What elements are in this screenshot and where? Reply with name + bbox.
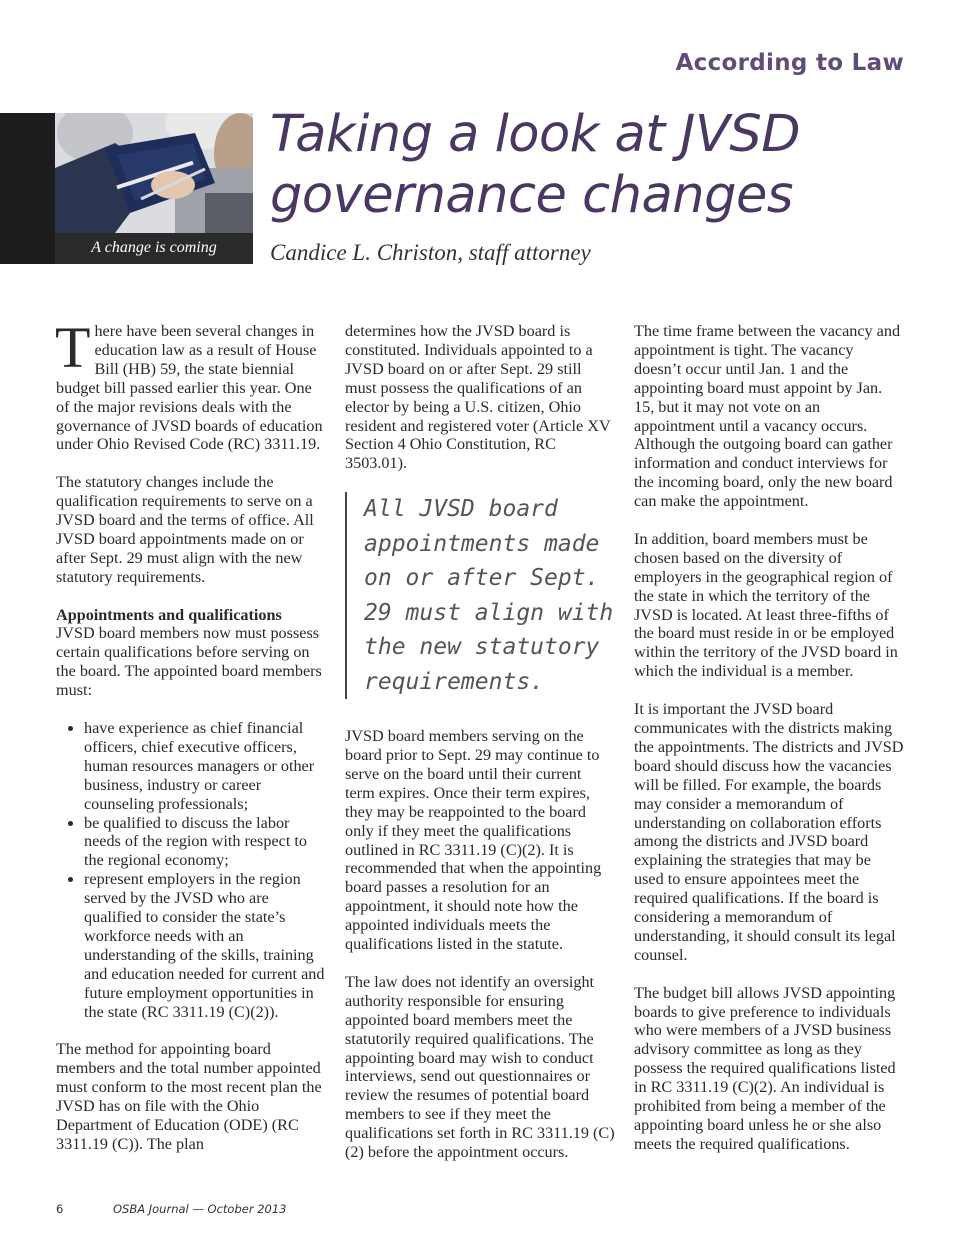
qualifications-paragraph bbox=[56, 606, 326, 701]
paragraph: The budget bill allows JVSD appointing boards to give preference to individuals who were members of a JVSD business advisory committee as long as they possess the required qualifications listed in RC 3311.19 (C)(2). An individual is prohibited from being a member of the appointing board unless he or she also meets the required qualifications. bbox=[634, 983, 896, 1153]
article-title: Taking a look at JVSD governance changes bbox=[270, 105, 800, 225]
photo-illustration bbox=[55, 113, 253, 233]
intro-text: here have been several changes in education law as a result of House Bill (HB) 59, the state biennial budget bill passed earlier this year. One of the major revisions deals with the governance of JVSD boards of education under Ohio Revised Code (RC) 3311.19. bbox=[56, 322, 323, 454]
subheading: Appointments and qualifications bbox=[56, 605, 282, 624]
qualifications-list bbox=[56, 719, 326, 1022]
paragraph: In addition, board members must be chosen based on the diversity of employers in the geographical region of the state in which the territory of the JVSD is located. At least three-fifths of the board must reside in or be employed within the territory of the JVSD board in which the individual is a member. bbox=[634, 529, 898, 681]
article-photo bbox=[55, 113, 253, 233]
paragraph: It is important the JVSD board communicates with the districts making the appointments. The districts and JVSD board should discuss how the vacancies will be filled. For example, the boards may consider a memorandum of understanding on collaboration efforts among the districts and JVSD board explaining the strategies that may be used to ensure appointees meet the required qualifications. If the board is considering a memorandum of understanding, it should consult its legal counsel. bbox=[634, 700, 904, 964]
article-column-2 bbox=[345, 322, 615, 1181]
page-number: 6 bbox=[56, 1202, 64, 1216]
article-byline: Candice L. Christon, staff attorney bbox=[270, 240, 591, 265]
paragraph: The law does not identify an oversight authority responsible for ensuring appointed board members meet the statutorily required qualifications. The appointing board may wish to conduct interviews, send out questionnaires or review the resumes of potential board members to see if they meet the qualifications set forth in RC 3311.19 (C)(2) before the appointment occurs. bbox=[345, 972, 615, 1162]
article-column-1 bbox=[55, 315, 326, 1173]
drop-cap: T bbox=[55, 315, 91, 380]
paragraph: JVSD board members serving on the board prior to Sept. 29 may continue to serve on the board until their current term expires. Once their term expires, they may be reappointed to the board only if they meet the qualifications outlined in RC 3311.19 (C)(2). It is recommended that when the appointing board passes a resolution for an appointment, it should note how the appointed individuals meets the qualifications listed in the statute. bbox=[345, 727, 602, 954]
photo-caption: A change is coming bbox=[55, 233, 253, 264]
paragraph: The statutory changes include the qualification requirements to serve on a JVSD board and the terms of office. All JVSD board appointments made on or after Sept. 29 must align with the new statutory requirements. bbox=[56, 473, 314, 586]
paragraph: determines how the JVSD board is constituted. Individuals appointed to a JVSD board on or after Sept. 29 still must possess the qualifications of an elector by being a U.S. citizen, Ohio resident and registered voter (Article XV Section 4 Ohio Constitution, RC 3503.01). bbox=[345, 322, 611, 473]
list-item: • represent employers in the region served by the JVSD who are qualified to consider the state’s workforce needs with an understanding of the skills, training and education needed for current and future employment opportunities in the state (RC 3311.19 (C)(2)). bbox=[84, 870, 326, 1021]
article-column-3 bbox=[634, 322, 904, 1173]
publication-name: OSBA Journal — October 2013 bbox=[112, 1202, 287, 1216]
pull-quote: All JVSD board appointments made on or after Sept. 29 must align with the new statutory requirements. bbox=[345, 492, 615, 699]
section-label: According to Law bbox=[675, 50, 904, 76]
paragraph-text: JVSD board members now must possess certain qualifications before serving on the board. The appointed board members must: bbox=[56, 624, 322, 700]
paragraph: The time frame between the vacancy and appointment is tight. The vacancy doesn’t occur until Jan. 1 and the appointing board must appoint by Jan. 15, but it may not vote on an appointment until a vacancy occurs. Although the outgoing board can gather information and conduct interviews for the incoming board, only the new board can make the appointment. bbox=[634, 322, 901, 511]
intro-paragraph bbox=[55, 315, 326, 454]
list-item: • be qualified to discuss the labor needs of the region with respect to the regional economy; bbox=[84, 814, 326, 871]
page-footer bbox=[56, 1202, 286, 1216]
list-item: • have experience as chief financial officers, chief executive officers, human resources managers or other business, industry or career counseling professionals; bbox=[84, 719, 326, 814]
paragraph: The method for appointing board members and the total number appointed must conform to the most recent plan the JVSD has on file with the Ohio Department of Education (ODE) (RC 3311.19 (C)). The plan bbox=[56, 1040, 322, 1153]
